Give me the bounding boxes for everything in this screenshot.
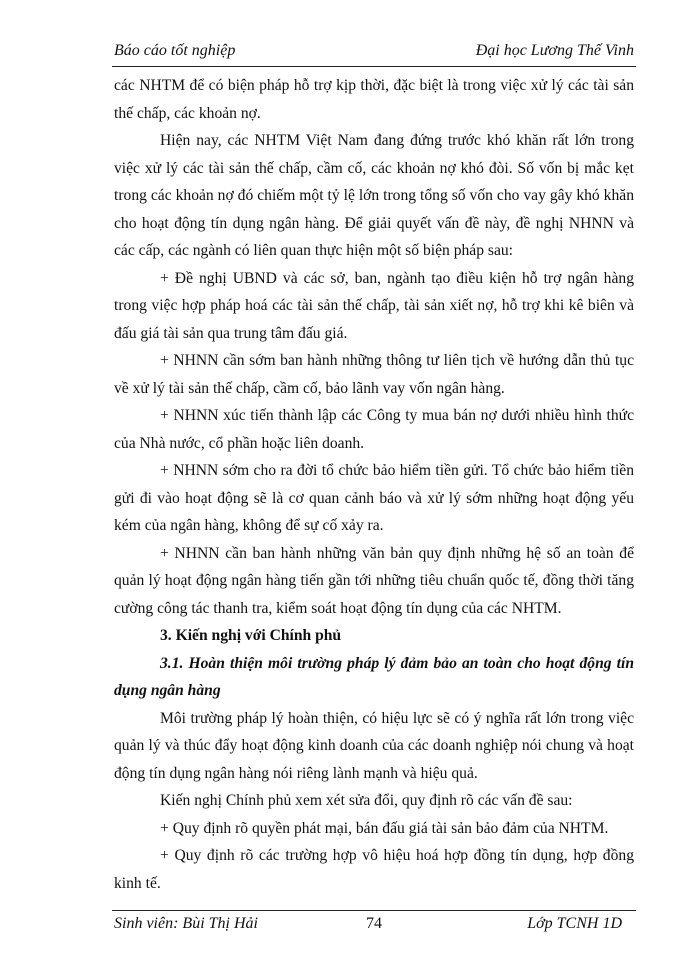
bullet-paragraph-auction-rights: + Quy định rõ quyền phát mại, bán đấu giá tài sản bảo đảm của NHTM. bbox=[160, 819, 609, 837]
page-header bbox=[112, 40, 636, 67]
bullet-paragraph-deposit-insurance: + NHNN sớm cho ra đời tổ chức bảo hiểm tiền gửi. Tổ chức bảo hiểm tiền gửi đi vào hoạt động sẽ là cơ quan cảnh báo và xử lý sớm những hoạt động yếu kém của ngân hàng, không để sự cố xảy ra. bbox=[114, 462, 634, 534]
footer-class-name: Lớp TCNH 1D bbox=[527, 915, 622, 932]
body-paragraph-intro: Hiện nay, các NHTM Việt Nam đang đứng trước khó khăn rất lớn trong việc xử lý các tài sản thế chấp, cầm cố, các khoản nợ khó đòi. Số vốn bị mắc kẹt trong các khoản nợ đó chiếm một tỷ lệ lớn trong tổng số vốn cho vay gây khó khăn cho hoạt động tín dụng ngân hàng. Để giải quyết vấn đề này, đề nghị NHNN và các cấp, các ngành có liên quan thực hiện một số biện pháp sau: bbox=[114, 132, 634, 259]
header-report-title: Báo cáo tốt nghiệp bbox=[114, 42, 236, 59]
bullet-paragraph-debt-company: + NHNN xúc tiến thành lập các Công ty mua bán nợ dưới nhiều hình thức của Nhà nước, cổ phần hoặc liên doanh. bbox=[114, 407, 634, 452]
page-body bbox=[114, 72, 634, 897]
bullet-paragraph-ubnd: + Đề nghị UBND và các sở, ban, ngành tạo điều kiện hỗ trợ ngân hàng trong việc hợp pháp hoá các tài sản thế chấp, tài sản xiết nợ, hỗ trợ khi kê biên và đấu giá tài sản qua trung tâm đấu giá. bbox=[114, 269, 634, 342]
subsection-heading: 3.1. Hoàn thiện môi trường pháp lý đảm bảo an toàn cho hoạt động tín dụng ngân hàng bbox=[114, 654, 634, 699]
bullet-paragraph-contract-invalidation: + Quy định rõ các trường hợp vô hiệu hoá hợp đồng tín dụng, hợp đồng kinh tế. bbox=[114, 847, 634, 892]
header-university-name: Đại học Lương Thế Vinh bbox=[475, 42, 634, 59]
section-heading: 3. Kiến nghị với Chính phủ bbox=[160, 627, 342, 644]
body-paragraph-continuation: các NHTM để có biện pháp hỗ trợ kịp thời, đặc biệt là trong việc xử lý các tài sản thế chấp, các khoản nợ. bbox=[114, 77, 634, 122]
footer-student-name: Sinh viên: Bùi Thị Hải bbox=[114, 915, 258, 932]
bullet-paragraph-circular: + NHNN cần sớm ban hành những thông tư liên tịch về hướng dẫn thủ tục về xử lý tài sản thế chấp, cầm cố, bảo lãnh vay vốn ngân hàng. bbox=[114, 352, 634, 397]
bullet-paragraph-safety-ratios: + NHNN cần ban hành những văn bản quy định những hệ số an toàn để quản lý hoạt động ngân hàng tiến gần tới những tiêu chuẩn quốc tế, đồng thời tăng cường công tác thanh tra, kiểm soát hoạt động tín dụng của các NHTM. bbox=[114, 544, 634, 617]
page-footer bbox=[112, 910, 636, 937]
page-number: 74 bbox=[366, 915, 382, 932]
body-paragraph-recommendation: Kiến nghị Chính phủ xem xét sửa đổi, quy định rõ các vấn đề sau: bbox=[160, 792, 573, 809]
body-paragraph-legal-environment: Môi trường pháp lý hoàn thiện, có hiệu lực sẽ có ý nghĩa rất lớn trong việc quản lý và thúc đẩy hoạt động kinh doanh của các doanh nghiệp nói chung và hoạt động tín dụng ngân hàng nói riêng lành mạnh và hiệu quả. bbox=[114, 709, 634, 782]
